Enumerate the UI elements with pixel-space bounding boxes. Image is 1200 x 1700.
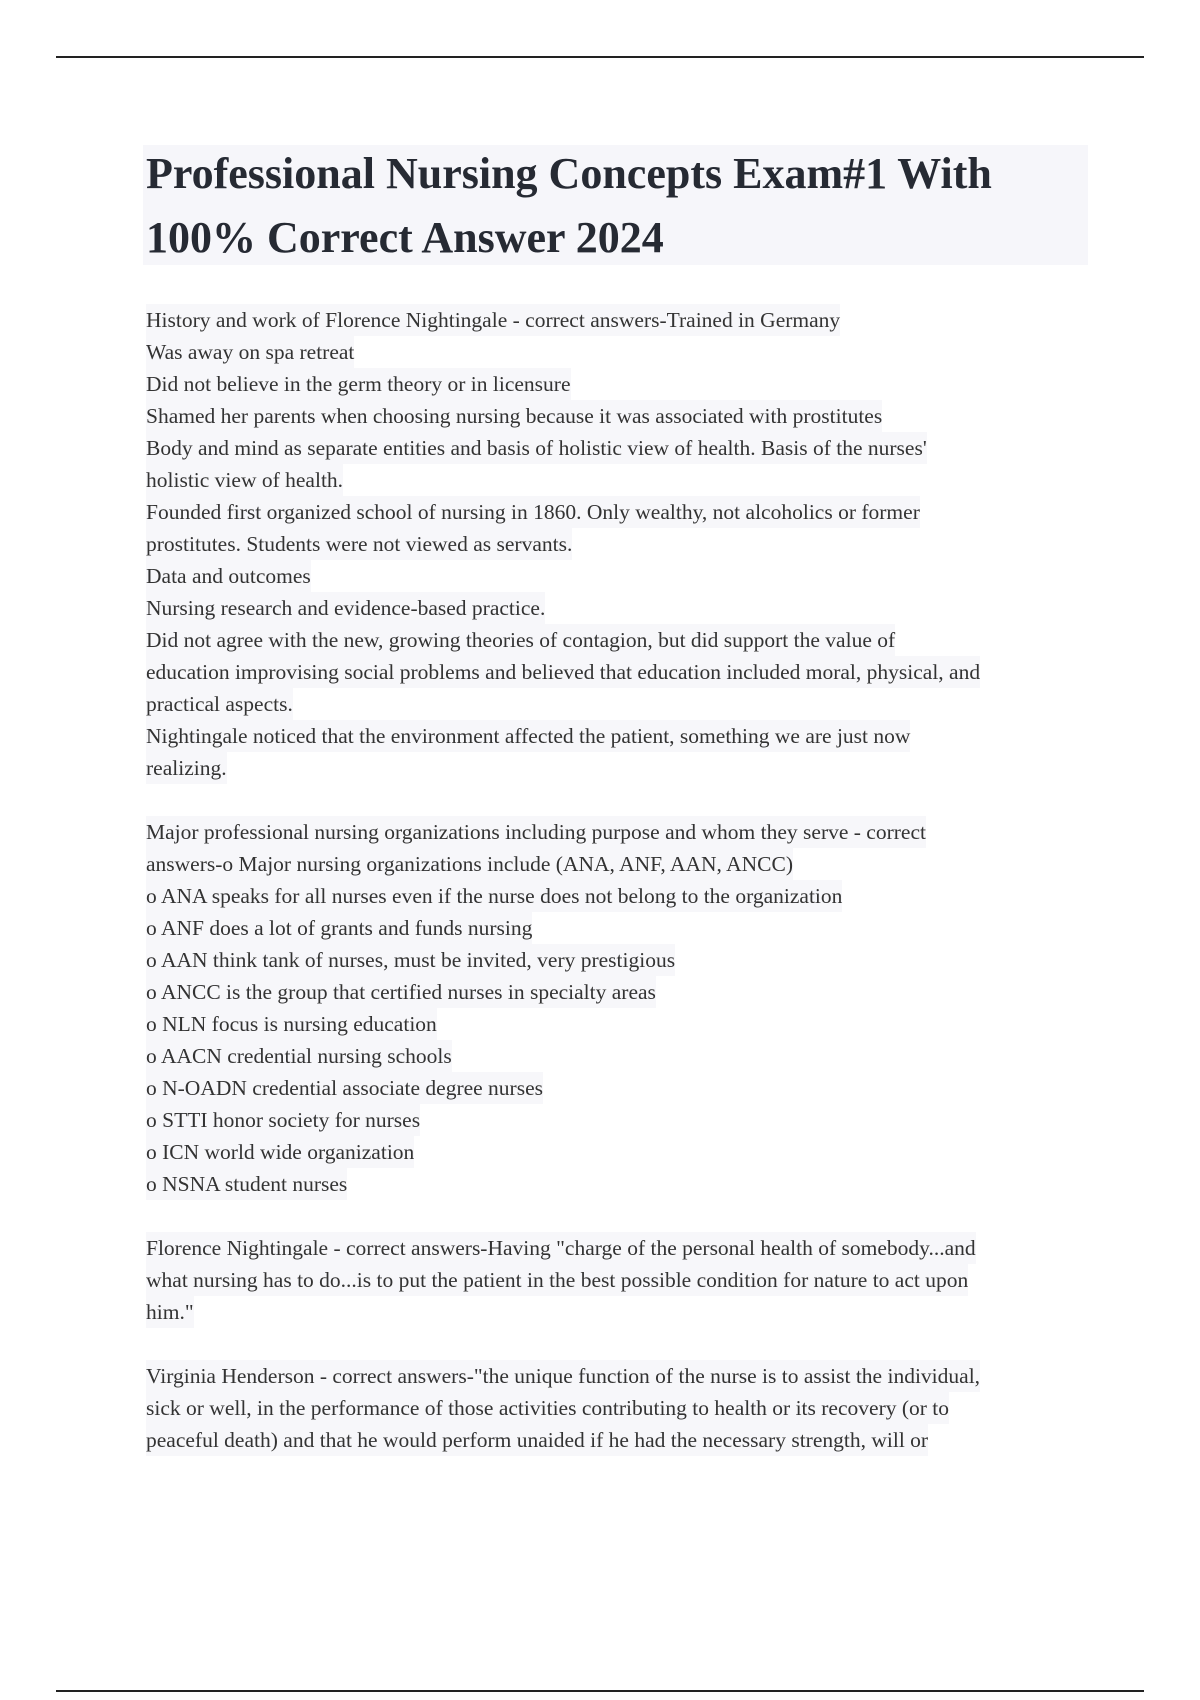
text-line: Did not agree with the new, growing theories of contagion, but did support the value of: [146, 624, 895, 656]
list-item: o NLN focus is nursing education: [146, 1008, 437, 1040]
list-item: o N-OADN credential associate degree nurses: [146, 1072, 543, 1104]
text-line: answers-o Major nursing organizations include (ANA, ANF, AAN, ANCC): [146, 848, 793, 880]
text-line: holistic view of health.: [146, 464, 343, 496]
text-line: him.": [146, 1296, 194, 1328]
title-line: Professional Nursing Concepts Exam#1 With: [146, 149, 992, 198]
text-line: Florence Nightingale - correct answers-Having "charge of the personal health of somebody...and: [146, 1232, 976, 1264]
list-item: o ANCC is the group that certified nurses in specialty areas: [146, 976, 656, 1008]
text-line: Virginia Henderson - correct answers-"the unique function of the nurse is to assist the individual,: [146, 1360, 980, 1392]
text-line: practical aspects.: [146, 688, 293, 720]
text-line: Data and outcomes: [146, 560, 311, 592]
text-line: Nightingale noticed that the environment affected the patient, something we are just now: [146, 720, 910, 752]
list-item: o AAN think tank of nurses, must be invited, very prestigious: [146, 944, 675, 976]
text-line: Nursing research and evidence-based practice.: [146, 592, 545, 624]
section-organizations: [146, 816, 1091, 1200]
text-line: peaceful death) and that he would perform unaided if he had the necessary strength, will or: [146, 1424, 928, 1456]
bottom-rule: [56, 1690, 1144, 1692]
text-line: realizing.: [146, 752, 227, 784]
text-line: History and work of Florence Nightingale - correct answers-Trained in Germany: [146, 304, 840, 336]
list-item: o AACN credential nursing schools: [146, 1040, 452, 1072]
text-line: prostitutes. Students were not viewed as servants.: [146, 528, 572, 560]
section-florence-history: [146, 304, 1091, 784]
text-line: what nursing has to do...is to put the patient in the best possible condition for nature to act upon: [146, 1264, 968, 1296]
document-title: [146, 142, 1091, 270]
section-henderson-definition: [146, 1360, 1091, 1456]
text-line: Major professional nursing organizations including purpose and whom they serve - correct: [146, 816, 926, 848]
text-line: education improvising social problems and believed that education included moral, physical, and: [146, 656, 980, 688]
list-item: o ANF does a lot of grants and funds nursing: [146, 912, 532, 944]
text-line: Did not believe in the germ theory or in licensure: [146, 368, 571, 400]
text-line: Shamed her parents when choosing nursing because it was associated with prostitutes: [146, 400, 882, 432]
list-item: o ICN world wide organization: [146, 1136, 414, 1168]
document-body: [146, 304, 1091, 1488]
text-line: Founded first organized school of nursing in 1860. Only wealthy, not alcoholics or former: [146, 496, 920, 528]
top-rule: [56, 56, 1144, 58]
text-line: Was away on spa retreat: [146, 336, 354, 368]
section-florence-definition: [146, 1232, 1091, 1328]
list-item: o NSNA student nurses: [146, 1168, 347, 1200]
title-line: 100% Correct Answer 2024: [146, 213, 664, 262]
list-item: o ANA speaks for all nurses even if the nurse does not belong to the organization: [146, 880, 842, 912]
text-line: sick or well, in the performance of those activities contributing to health or its recovery (or to: [146, 1392, 949, 1424]
list-item: o STTI honor society for nurses: [146, 1104, 420, 1136]
text-line: Body and mind as separate entities and basis of holistic view of health. Basis of the nurses': [146, 432, 927, 464]
